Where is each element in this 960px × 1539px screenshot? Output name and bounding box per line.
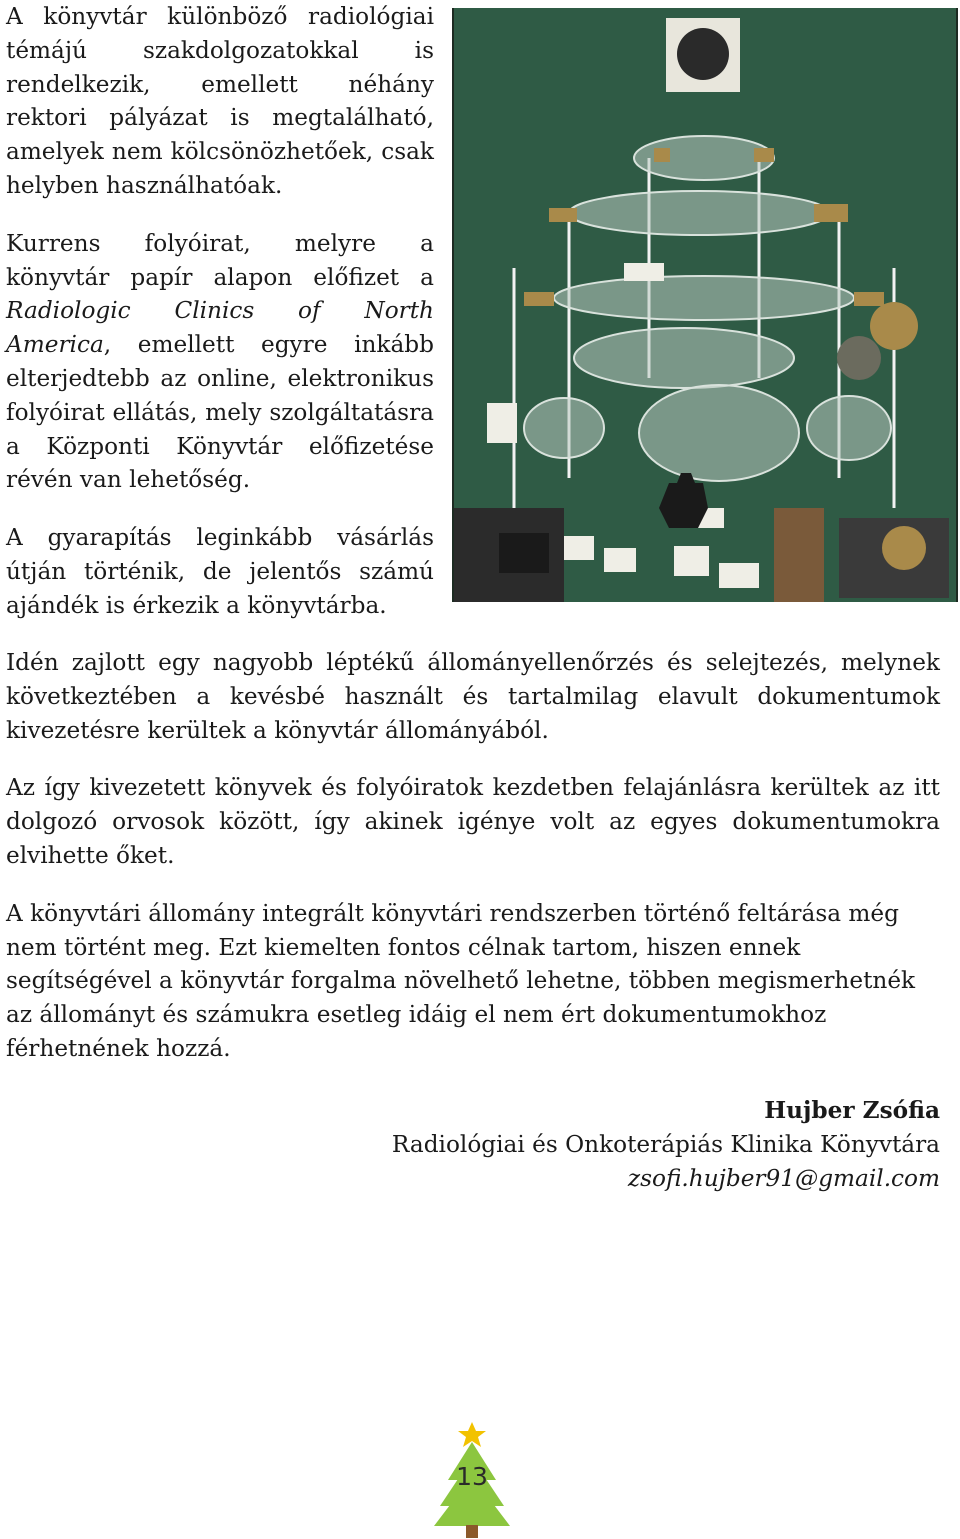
museum-display-photo — [452, 8, 958, 602]
periodicals-text-end: , emellett egyre inkább elterjedtebb az online, elektronikus folyóirat ellátás, mely szolgáltatásra a Központi Könyvtár előfizetése révén van lehetőség. — [6, 331, 434, 494]
intro-column — [6, 0, 434, 623]
signature-block — [392, 1094, 940, 1196]
page-number: 13 — [456, 1462, 488, 1491]
paragraph-inventory: Idén zajlott egy nagyobb léptékű állományellenőrzés és selejtezés, melynek következtében a kevésbé használt és tartalmilag elavult dokumentumok kivezetésre kerültek a könyvtár állományából. — [6, 649, 940, 744]
main-text — [6, 646, 940, 1066]
paragraph-withdrawn: Az így kivezetett könyvek és folyóiratok kezdetben felajánlásra kerültek az itt dolgozó orvosok között, így akinek igénye volt az egyes dokumentumokra elvihette őket. — [6, 774, 940, 869]
paragraph-acquisition: A gyarapítás leginkább vásárlás útján történik, de jelentős számú ajándék is érkezik a könyvtárba. — [6, 524, 434, 619]
paragraph-periodicals — [6, 227, 434, 497]
author-email: zsofi.hujber91@gmail.com — [627, 1165, 940, 1192]
paragraph-theses: A könyvtár különböző radiológiai témájú szakdolgozatokkal is rendelkezik, emellett néhány rektori pályázat is megtalálható, amelyek nem kölcsönözhetőek, csak helyben használhatóak. — [6, 3, 434, 199]
author-affiliation: Radiológiai és Onkoterápiás Klinika Könyvtára — [391, 1131, 940, 1158]
author-name: Hujber Zsófia — [764, 1097, 940, 1124]
xray-tubes-illustration — [454, 8, 956, 602]
periodicals-text-start: Kurrens folyóirat, melyre a könyvtár papír alapon előfizet a — [6, 229, 434, 291]
paragraph-catalog: A könyvtári állomány integrált könyvtári rendszerben történő feltárása még nem történt meg. Ezt kiemelten fontos célnak tartom, hiszen ennek segítségével a könyvtár forgalma növelhető lehetne, többen megismerhetnék az állományt és számukra esetleg idáig el nem ért dokumentumokhoz férhetnének hozzá. — [6, 899, 916, 1062]
journal-title: Radiologic Clinics of North America — [6, 297, 434, 359]
